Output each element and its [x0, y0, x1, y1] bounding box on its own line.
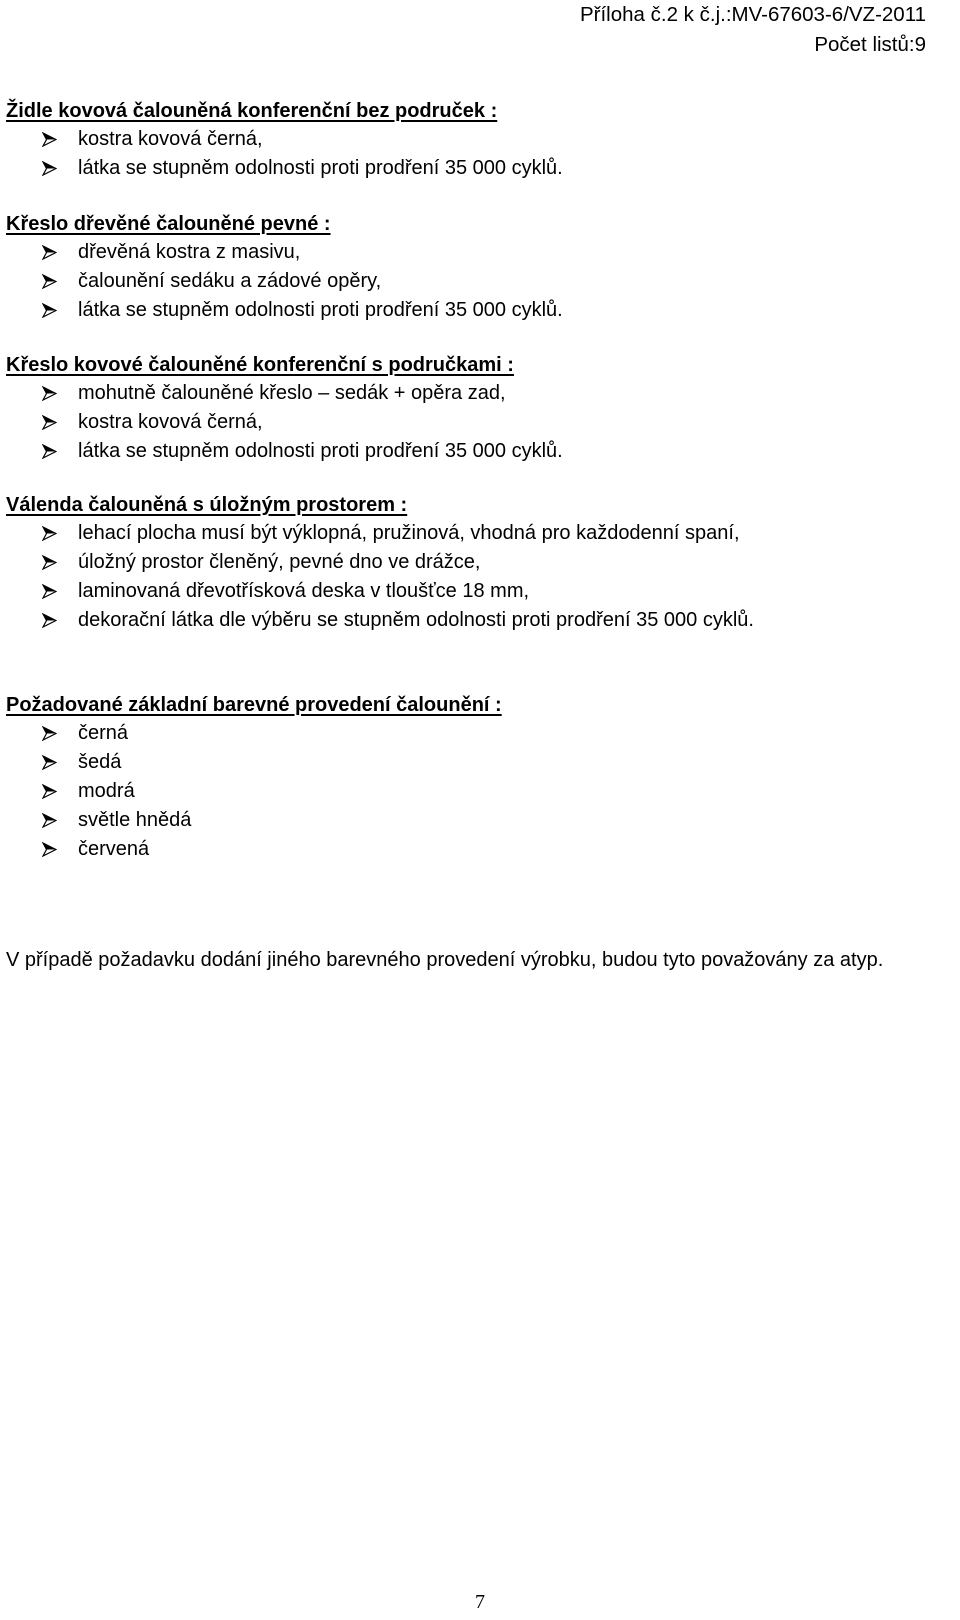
section-colors	[6, 691, 940, 864]
list-item-text: látka se stupněm odolnosti proti prodření 35 000 cyklů.	[78, 440, 563, 462]
arrowhead-bullet-icon	[42, 303, 57, 318]
arrowhead-bullet-icon	[42, 584, 57, 599]
arrowhead-bullet-icon	[42, 245, 57, 260]
arrowhead-bullet-icon	[42, 274, 57, 289]
section-title: Křeslo kovové čalouněné konferenční s područkami :	[6, 354, 514, 376]
list-item-text: laminovaná dřevotřísková deska v tloušťce 18 mm,	[78, 580, 530, 602]
list-item-text: úložný prostor členěný, pevné dno ve drážce,	[78, 551, 481, 573]
arrowhead-bullet-icon	[42, 161, 57, 176]
list-item-text: mohutně čalouněné křeslo – sedák + opěra zad,	[78, 382, 506, 404]
list-item-text: čalounění sedáku a zádové opěry,	[78, 270, 382, 292]
arrowhead-bullet-icon	[42, 813, 57, 828]
list-item-text: lehací plocha musí být výklopná, pružinová, vhodná pro každodenní spaní,	[78, 522, 740, 544]
section-sofa-bed	[6, 491, 940, 635]
list-item-text: kostra kovová černá,	[78, 411, 263, 433]
arrowhead-bullet-icon	[42, 555, 57, 570]
list-item	[6, 719, 940, 748]
list-item	[6, 606, 940, 635]
attachment-reference: Příloha č.2 k č.j.:MV-67603-6/VZ-2011	[579, 3, 926, 26]
list-item-text: šedá	[78, 751, 122, 773]
arrowhead-bullet-icon	[42, 132, 57, 147]
arrowhead-bullet-icon	[42, 755, 57, 770]
arrowhead-bullet-icon	[42, 842, 57, 857]
list-item	[6, 835, 940, 864]
list-item-text: látka se stupněm odolnosti proti prodření 35 000 cyklů.	[78, 157, 563, 179]
section-title: Židle kovová čalouněná konferenční bez područek :	[6, 100, 498, 122]
arrowhead-bullet-icon	[42, 444, 57, 459]
arrowhead-bullet-icon	[42, 784, 57, 799]
list-item	[6, 379, 940, 408]
arrowhead-bullet-icon	[42, 526, 57, 541]
section-chair-metal	[6, 97, 940, 183]
list-item	[6, 408, 940, 437]
list-item	[6, 296, 940, 325]
section-armchair-wood	[6, 210, 940, 325]
list-item	[6, 437, 940, 466]
list-item	[6, 748, 940, 777]
list-item-text: modrá	[78, 780, 135, 802]
closing-paragraph: V případě požadavku dodání jiného barevného provedení výrobku, budou tyto považovány za atyp.	[6, 949, 884, 971]
page-number: 7	[475, 1591, 485, 1613]
section-title: Požadované základní barevné provedení čalounění :	[6, 694, 502, 716]
section-armchair-metal	[6, 351, 940, 466]
list-item-text: světle hnědá	[78, 809, 192, 831]
section-title: Válenda čalouněná s úložným prostorem :	[6, 494, 408, 516]
sheet-count: Počet listů:9	[814, 33, 926, 56]
list-item	[6, 519, 940, 548]
arrowhead-bullet-icon	[42, 613, 57, 628]
list-item	[6, 548, 940, 577]
arrowhead-bullet-icon	[42, 726, 57, 741]
document-header	[580, 0, 926, 60]
list-item-text: látka se stupněm odolnosti proti prodření 35 000 cyklů.	[78, 299, 563, 321]
arrowhead-bullet-icon	[42, 415, 57, 430]
list-item-text: černá	[78, 722, 129, 744]
list-item	[6, 777, 940, 806]
arrowhead-bullet-icon	[42, 386, 57, 401]
list-item-text: dřevěná kostra z masivu,	[78, 241, 301, 263]
list-item	[6, 806, 940, 835]
list-item-text: kostra kovová černá,	[78, 128, 263, 150]
list-item	[6, 154, 940, 183]
list-item	[6, 125, 940, 154]
list-item	[6, 577, 940, 606]
section-title: Křeslo dřevěné čalouněné pevné :	[6, 213, 331, 235]
list-item-text: červená	[78, 838, 150, 860]
list-item	[6, 238, 940, 267]
list-item	[6, 267, 940, 296]
list-item-text: dekorační látka dle výběru se stupněm odolnosti proti prodření 35 000 cyklů.	[78, 609, 754, 631]
